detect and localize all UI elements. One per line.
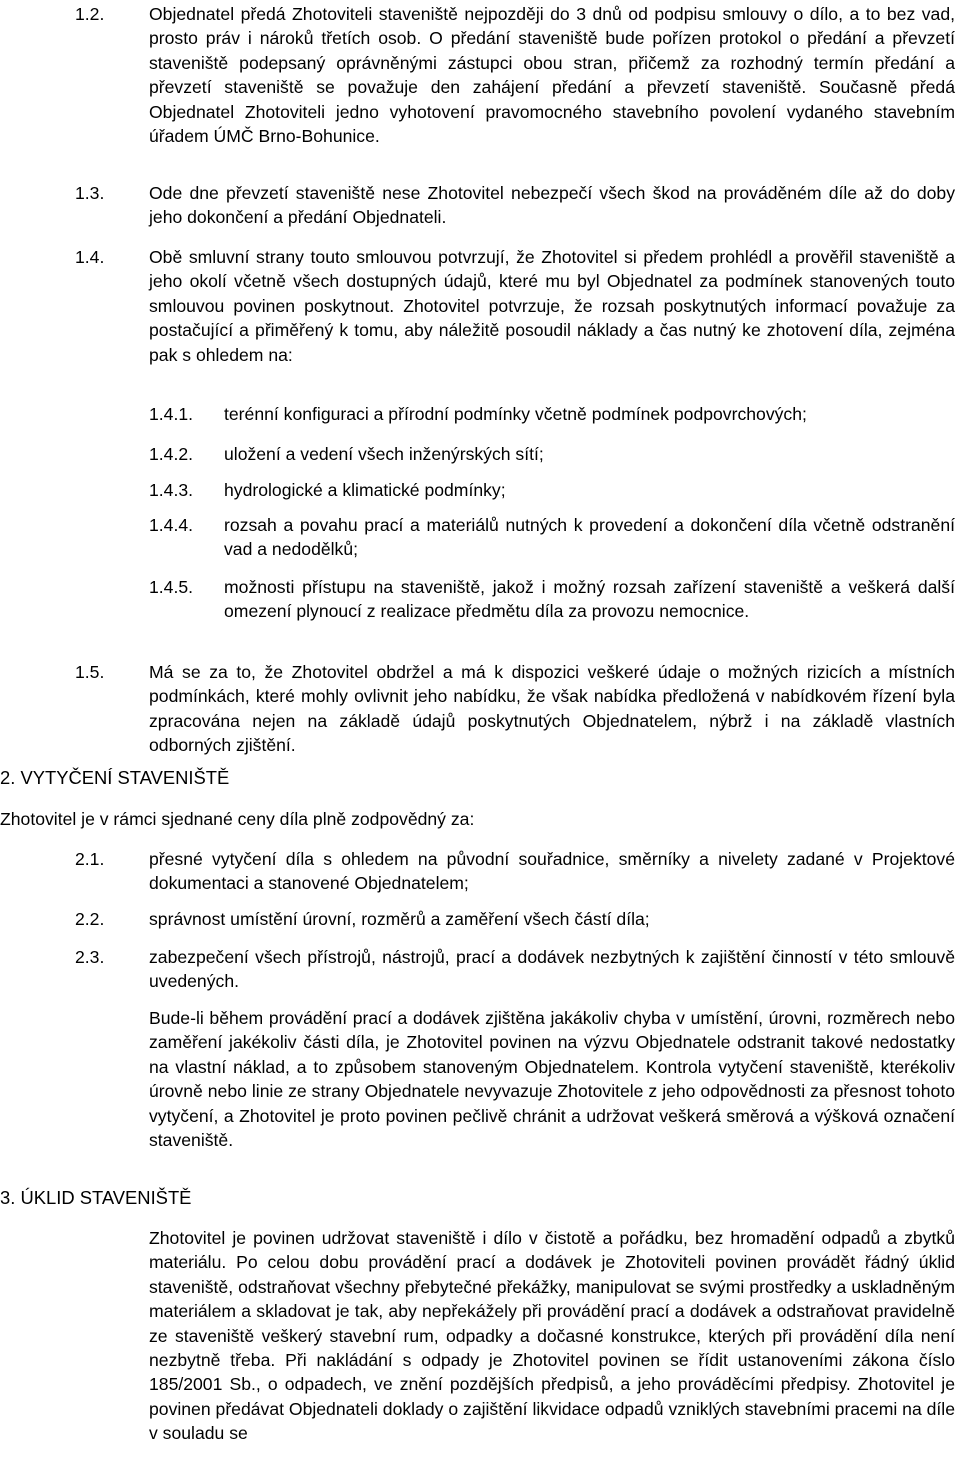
clause-text: hydrologické a klimatické podmínky; [224,480,506,500]
clause-number: 2.2. [75,909,105,929]
clause-1-4 [75,245,955,367]
clause-text: Ode dne převzetí staveniště nese Zhotovitel nebezpečí všech škod na prováděném díle až do doby jeho dokončení a předání Objednateli. [149,183,955,228]
clause-text: uložení a vedení všech inženýrských sítí; [224,444,544,464]
clause-1-2 [75,2,955,148]
clause-2-2 [75,907,955,931]
clause-1-4-3 [149,478,955,502]
clause-number: 1.4.5. [149,577,194,597]
clause-1-4-5 [149,575,955,624]
clause-2-1 [75,847,955,896]
clause-text: Obě smluvní strany touto smlouvou potvrzují, že Zhotovitel si předem prohlédl a prověřil staveniště a jeho okolí včetně všech dostupných údajů, které mu byl Objednatel za podmínek stanovených touto smlouvou povinen poskytnout. Zhotovitel potvrzuje, že rozsah poskytnutých informací považuje za postačující a přiměřený k tomu, aby náležitě posoudil náklady a čas nutný ke zhotovení díla, zejména pak s ohledem na: [149,247,955,365]
clause-number: 1.4. [75,247,105,267]
clause-text: Má se za to, že Zhotovitel obdržel a má k dispozici veškeré údaje o možných rizicích a místních podmínkách, které mohly ovlivnit jeho nabídku, že však nabídka předložená v nabídkovém řízení byla zpracována nejen na základě údajů poskytnutých Objednatelem, nýbrž i na základě vlastních odborných zjištění. [149,662,955,756]
clause-text: Objednatel předá Zhotoviteli staveniště nejpozději do 3 dnů od podpisu smlouvy o dílo, a to bez vad, prosto práv i nároků třetích osob. O předání staveniště bude pořízen protokol o předání a převzetí staveniště podepsaný oprávněnými zástupci obou stran, přičemž za rozhodný termín předání a převzetí staveniště se považuje den zahájení předání a převzetí staveniště. Současně předá Objednatel Zhotoviteli jedno vyhotovení pravomocného stavebního povolení vydaného stavebním úřadem ÚMČ Brno-Bohunice. [149,4,955,147]
section-3-heading: 3. ÚKLID STAVENIŠTĚ [0,1187,192,1208]
clause-number: 1.2. [75,4,105,24]
clause-1-4-1 [149,402,955,426]
clause-text: možnosti přístupu na staveniště, jakož i možný rozsah zařízení staveniště a veškerá další omezení plynoucí z realizace předmětu díla za provozu nemocnice. [224,577,955,622]
clause-1-5 [75,660,955,758]
clause-number: 1.4.2. [149,444,194,464]
clause-number: 1.5. [75,662,105,682]
clause-text: rozsah a povahu prací a materiálů nutných k provedení a dokončení díla včetně odstranění vad a nedodělků; [224,515,955,560]
clause-number: 2.1. [75,849,105,869]
clause-number: 1.4.4. [149,515,194,535]
clause-number: 1.4.1. [149,404,194,424]
clause-text: přesné vytyčení díla s ohledem na původní souřadnice, směrníky a nivelety zadané v Projektové dokumentaci a stanovené Objednatelem; [149,849,955,894]
section-2-heading: 2. VYTYČENÍ STAVENIŠTĚ [0,767,230,788]
clause-text: správnost umístění úrovní, rozměrů a zaměření všech částí díla; [149,909,650,929]
clause-1-3 [75,181,955,230]
clause-number: 2.3. [75,947,105,967]
clause-number: 1.3. [75,183,105,203]
clause-1-4-2 [149,442,955,466]
clause-2-3 [75,945,955,994]
clause-number: 1.4.3. [149,480,194,500]
clause-text: zabezpečení všech přístrojů, nástrojů, prací a dodávek nezbytných k zajištění činností v této smlouvě uvedených. [149,947,955,992]
clause-text: terénní konfiguraci a přírodní podmínky včetně podmínek podpovrchových; [224,404,807,424]
section-2-intro: Zhotovitel je v rámci sjednané ceny díla plně zodpovědný za: [0,809,475,829]
section-3-text: Zhotovitel je povinen udržovat staveniště i dílo v čistotě a pořádku, bez hromadění odpadů a zbytků materiálu. Po celou dobu provádění prací a dodávek je Zhotoviteli povinen provádět řádný úklid staveniště, odstraňovat všechny přebytečné překážky, manipulovat se svými prostředky a uskladněným materiálem a skladovat je tak, aby nepřekážely při provádění prací a dodávek a odstraňovat pravidelně ze staveniště veškerý stavební rum, odpadky a dočasné konstrukce, kterých při provádění díla není nezbytně třeba. Při nakládání s odpady je Zhotovitel povinen se řídit ustanoveními zákona číslo 185/2001 Sb., o odpadech, ve znění pozdějších předpisů, a jeho prováděcími předpisy. Zhotovitel je povinen předávat Objednateli doklady o zajištění likvidace odpadů vzniklých stavebními pracemi na díle v souladu se [149,1228,955,1444]
section-2-note: Bude-li během provádění prací a dodávek zjištěna jakákoliv chyba v umístění, úrovni, rozměrech nebo zaměření jakékoliv části díla, je Zhotovitel povinen na výzvu Objednatele odstranit takové nedostatky na vlastní náklad, a to způsobem stanoveným Objednatelem. Kontrola vytyčení staveniště, kterékoliv úrovně nebo linie ze strany Objednatele nevyvazuje Zhotovitele z jeho odpovědnosti za přesnost tohoto vytyčení, a Zhotovitel je proto povinen pečlivě chránit a udržovat veškerá směrová a výšková označení staveniště. [149,1008,955,1151]
clause-1-4-4 [149,513,955,562]
